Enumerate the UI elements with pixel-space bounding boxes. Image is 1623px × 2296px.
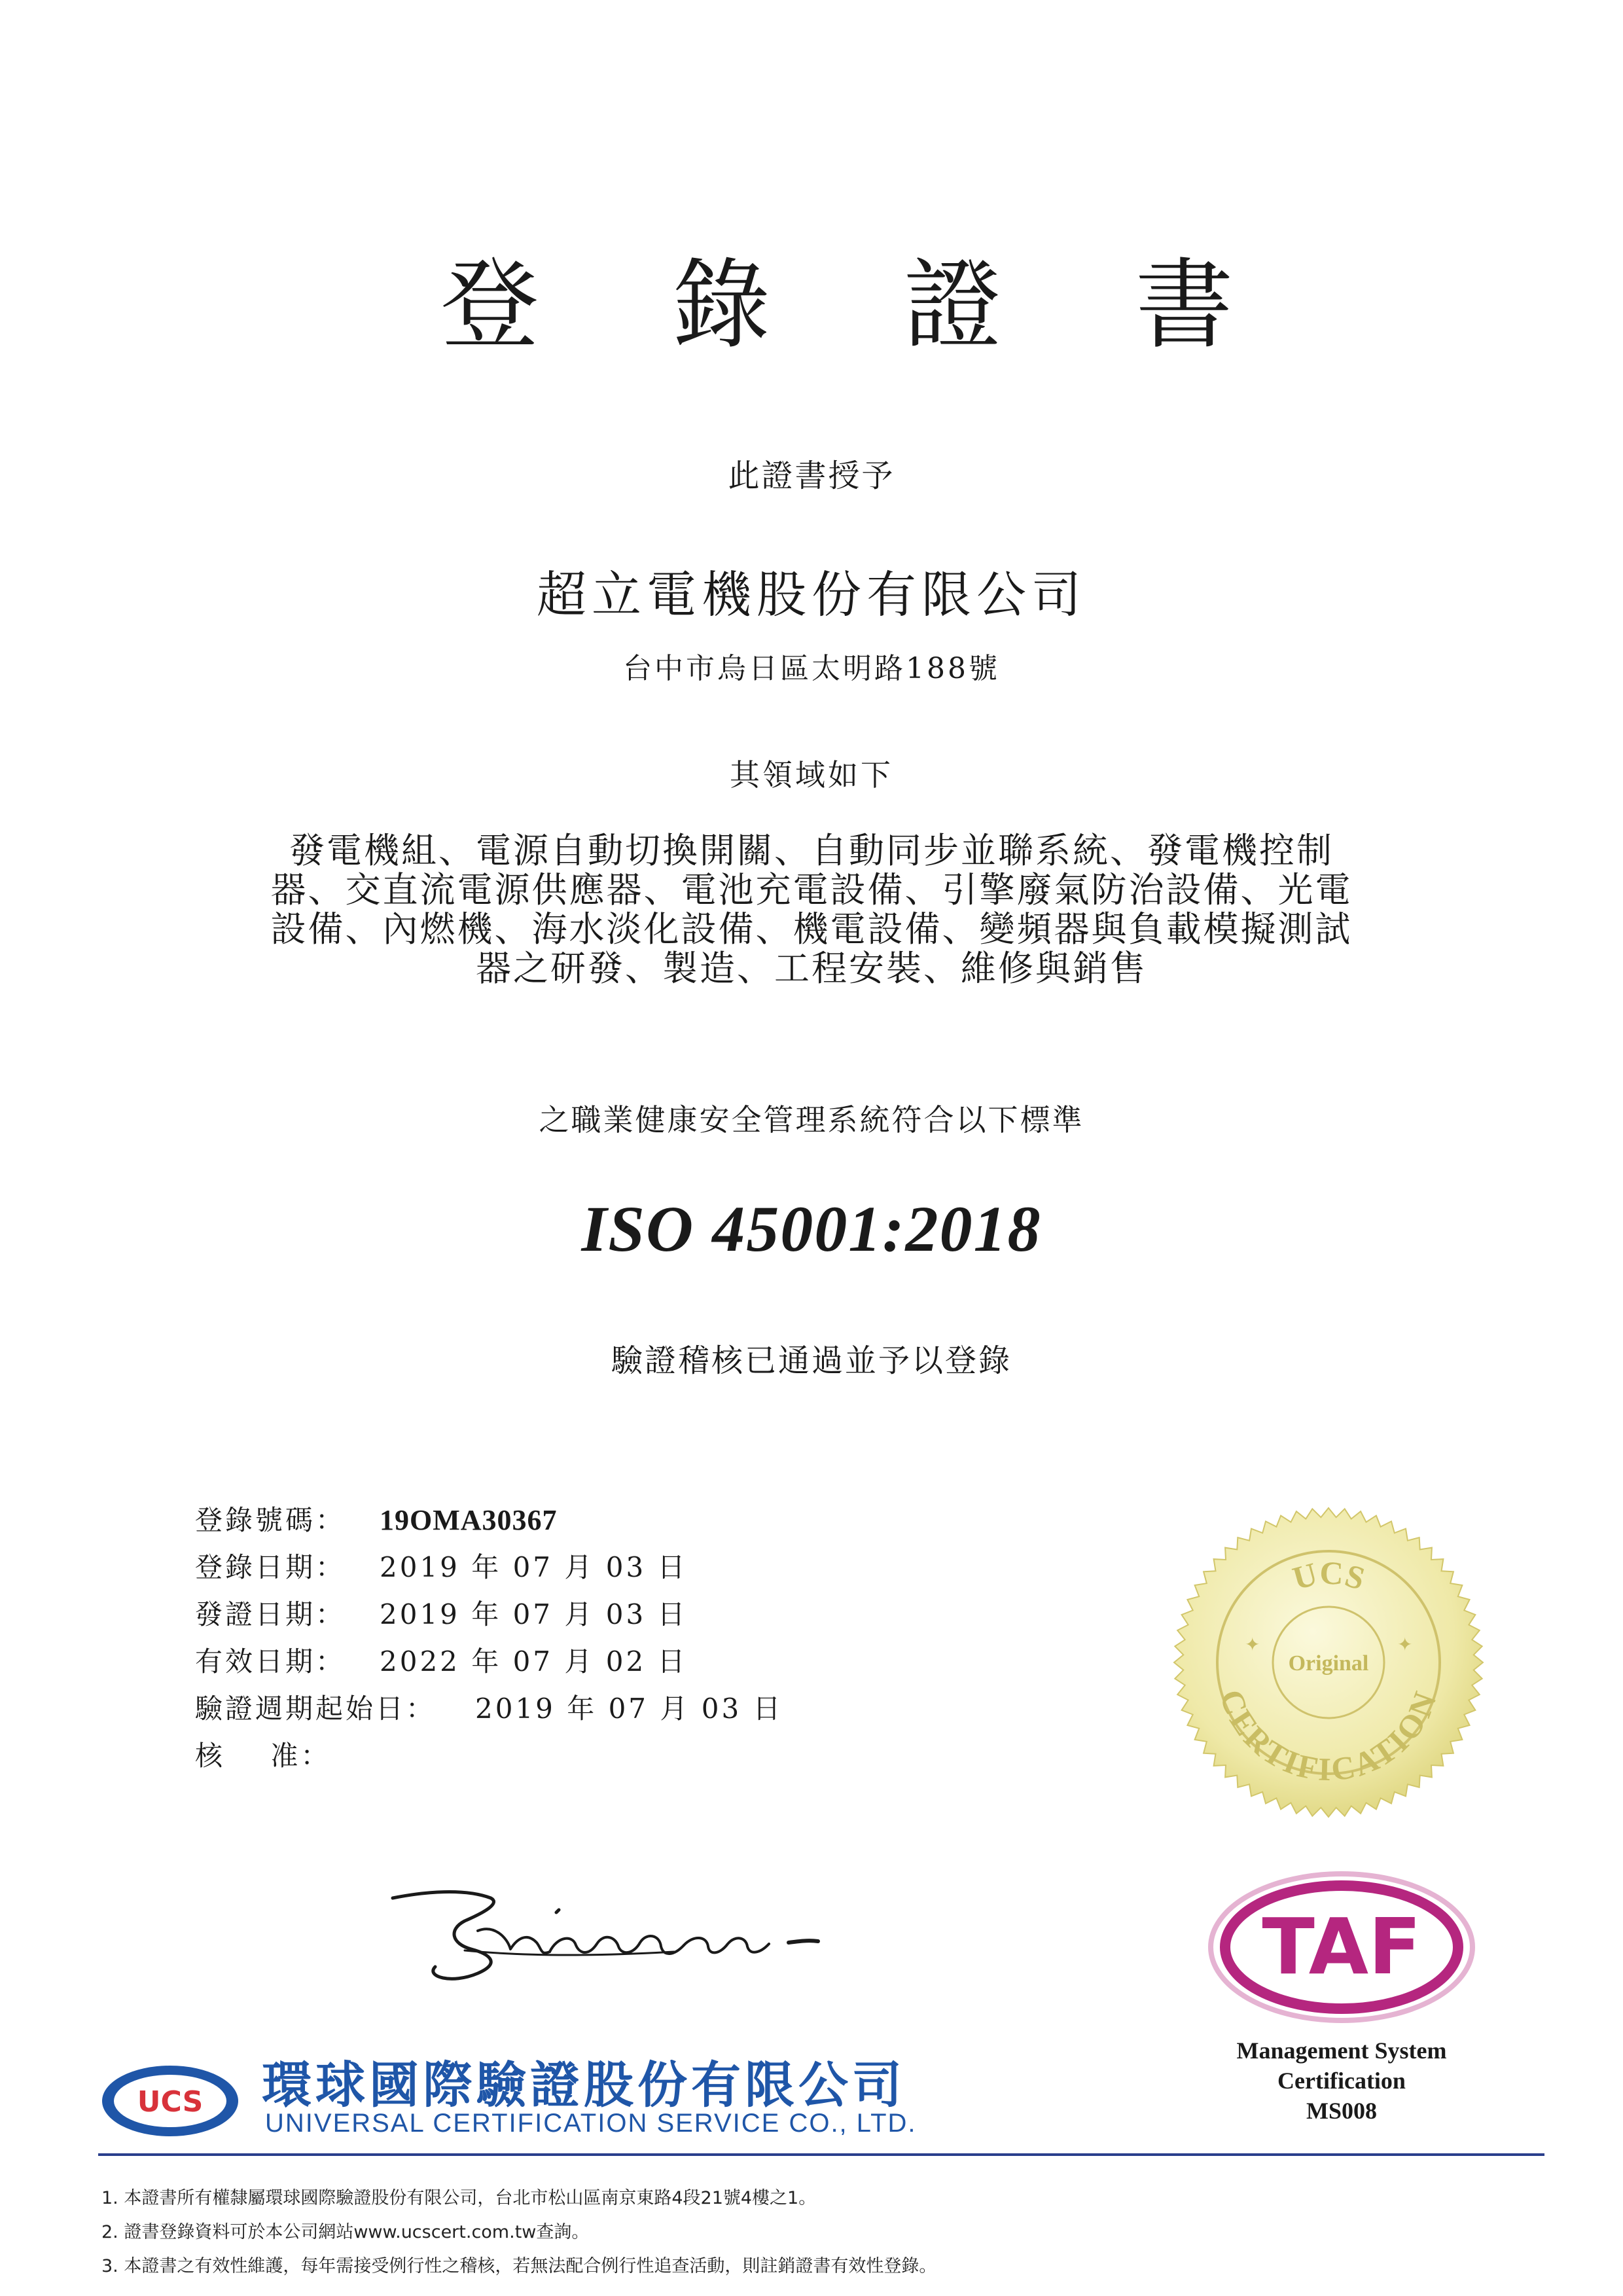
registration-date-row: [195, 1548, 688, 1587]
taf-caption: [1178, 2036, 1505, 2126]
taf-logo-text: TAF: [1262, 1901, 1421, 1992]
footer-note: 3. 本證書之有效性維護，每年需接受例行性之稽核，若無法配合例行性追查活動，則註銷證書有效性登錄。: [101, 2256, 937, 2276]
issuer-name-english: UNIVERSAL CERTIFICATION SERVICE CO., LTD.: [265, 2109, 917, 2138]
registration-date-label: 登錄日期：: [195, 1551, 346, 1583]
approver-signature: [386, 1872, 838, 1990]
issuer-name-chinese: 環球國際驗證股份有限公司: [262, 2056, 906, 2114]
company-name: 超立電機股份有限公司: [537, 565, 1086, 624]
standard-intro: 之職業健康安全管理系統符合以下標準: [539, 1102, 1084, 1138]
ucs-logo: [98, 2062, 242, 2140]
taf-caption-line: MS008: [1306, 2098, 1377, 2124]
seal-star-icon: ✦: [1397, 1634, 1413, 1655]
taf-accreditation-logo: [1204, 1869, 1479, 2026]
cycle-start-date-row: [195, 1689, 783, 1729]
expiry-date-value: 2022 年 07 月 02 日: [380, 1645, 688, 1677]
scope-description: [196, 831, 1427, 988]
certificate-title: 登 錄 證 書: [440, 249, 1285, 363]
registration-date-value: 2019 年 07 月 03 日: [380, 1551, 688, 1583]
seal-top-text: UCS: [1289, 1554, 1370, 1598]
issue-date-value: 2019 年 07 月 03 日: [380, 1598, 688, 1630]
standard-name: ISO 45001:2018: [581, 1193, 1042, 1265]
registration-number-row: [195, 1501, 558, 1540]
taf-caption-line: Certification: [1277, 2068, 1406, 2094]
taf-caption-line: Management System: [1236, 2037, 1447, 2064]
seal-star-icon: ✦: [1245, 1634, 1260, 1655]
expiry-date-row: [195, 1642, 688, 1681]
cycle-start-date-label: 驗證週期起始日：: [195, 1693, 437, 1725]
scope-intro: 其領域如下: [730, 757, 893, 793]
scope-line: 器之研發、製造、工程安裝、維修與銷售: [476, 948, 1147, 989]
issue-date-row: [195, 1595, 688, 1634]
footer-divider: [98, 2153, 1544, 2156]
granted-to-text: 此證書授予: [728, 457, 895, 494]
scope-line: 發電機組、電源自動切換開關、自動同步並聯系統、發電機控制: [289, 830, 1334, 871]
footer-note: 1. 本證書所有權隸屬環球國際驗證股份有限公司，台北市松山區南京東路4段21號4樓之1。: [101, 2188, 817, 2208]
expiry-date-label: 有效日期：: [195, 1645, 346, 1677]
certification-seal: [1171, 1505, 1486, 1820]
verification-statement: 驗證稽核已通過並予以登錄: [611, 1342, 1012, 1379]
seal-center-text: Original: [1288, 1651, 1369, 1676]
approval-label: 核 准：: [195, 1740, 331, 1772]
issue-date-label: 發證日期：: [195, 1598, 346, 1630]
ucs-logo-text: UCS: [137, 2085, 204, 2119]
footer-note: 2. 證書登錄資料可於本公司網站www.ucscert.com.tw查詢。: [101, 2222, 590, 2242]
scope-line: 設備、內燃機、海水淡化設備、機電設備、變頻器與負載模擬測試: [270, 908, 1353, 950]
approval-row: [195, 1736, 380, 1776]
scope-line: 器、交直流電源供應器、電池充電設備、引擎廢氣防治設備、光電: [270, 869, 1353, 910]
company-address: 台中市烏日區太明路188號: [623, 652, 1000, 685]
seal-bottom-text: CERTIFICATION: [1213, 1684, 1444, 1788]
registration-number-value: 19OMA30367: [380, 1504, 558, 1536]
registration-number-label: 登錄號碼：: [195, 1504, 346, 1536]
cycle-start-date-value: 2019 年 07 月 03 日: [475, 1693, 783, 1725]
